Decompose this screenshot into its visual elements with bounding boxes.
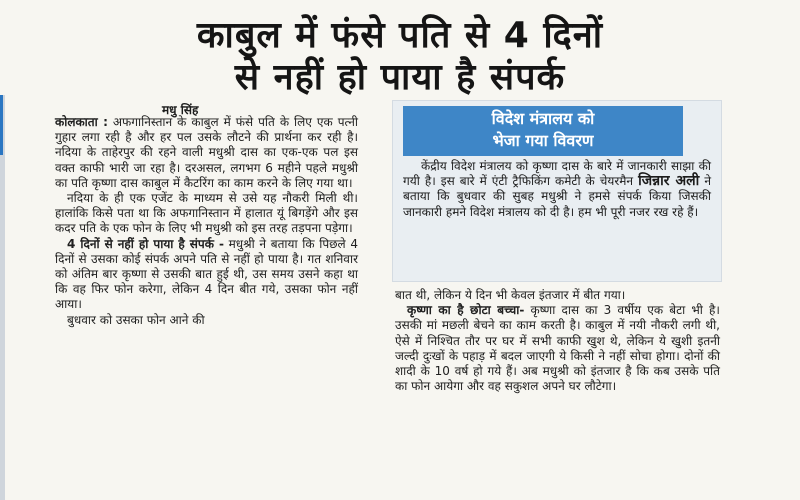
byline: मधु सिंह xyxy=(162,103,199,117)
paragraph-wednesday: बुधवार को उसका फोन आने की xyxy=(67,312,205,327)
sidebar-paragraph xyxy=(403,159,711,220)
sidebar-title-line-1: विदेश मंत्रालय को xyxy=(491,109,595,128)
paragraph-child-text: कृष्णा दास का 3 वर्षीय एक बेटा भी है। उसकी मां मछली बेचने का काम करती है। काबुल में नयी नौकरी लगी थी, ऐसे में निश्चित तौर पर घर में सभी काफी खुश थे, लेकिन ये खुशी इतनी जल्दी दुःखों के पहाड़ में बदल जाएगी ये किसी ने नहीं सोचा होगा। दोनों की शादी के 10 वर्ष हो गये हैं। अब मधुश्री को इंतजार है कि कब उसके पति का फोन आयेगा और वह सकुशल अपने घर लौटेगा। xyxy=(395,303,720,394)
headline-line-2: से नहीं हो पाया है संपर्क xyxy=(234,57,566,98)
article-column-left xyxy=(55,115,358,328)
paragraph-agent: नदिया के ही एक एजेंट के माध्यम से उसे यह नौकरी मिली थी। हालांकि किसे पता था कि अफगानिस्तान में हालात यूं बिगड़ेंगे और इस कदर पति के एक फोन के लिए भी मधुश्री को इस तरह तड़पना पड़ेगा। xyxy=(55,191,358,236)
sidebar-box xyxy=(392,100,722,282)
sidebar-text-after: ने बताया कि बुधवार की सुबह मधुश्री ने हमसे संपर्क किया जिसकी जानकारी हमने विदेश मंत्रालय को दी है। हम भी पूरी नजर रख रहे हैं। xyxy=(403,174,711,219)
paragraph-wait: बात थी, लेकिन ये दिन भी केवल इंतजार में बीत गया। xyxy=(395,288,626,302)
left-edge-accent xyxy=(0,95,3,155)
paragraph-intro xyxy=(55,115,358,191)
sidebar-title xyxy=(403,106,683,156)
headline-line-1: काबुल में फंसे पति से 4 दिनों xyxy=(196,15,604,56)
sidebar-title-line-2: भेजा गया विवरण xyxy=(492,131,594,150)
paragraph-child xyxy=(395,303,720,394)
sidebar-body xyxy=(403,159,711,220)
left-edge-bar xyxy=(0,95,5,500)
paragraph-intro-text: अफगानिस्तान के काबुल में फंसे पति के लिए एक पत्नी गुहार लगा रही है और हर पल उसके लौटने की प्रार्थना कर रही है। नदिया के ताहेरपुर की रहने वाली मधुश्री दास का एक-एक पल इस वक्त काफी भारी जा रहा है। दरअसल, लगभग 6 महीने पहले मधुश्री का पति कृष्णा दास काबुल में कैटरिंग का काम करने के लिए गया था। xyxy=(55,115,358,190)
dateline: कोलकाता : xyxy=(55,115,108,129)
sub-heading-contact: 4 दिनों से नहीं हो पाया है संपर्क - xyxy=(67,236,224,251)
sidebar-person-name: जिन्नार अली xyxy=(638,173,700,190)
paragraph-contact xyxy=(55,237,358,313)
sidebar-text-before: केंद्रीय विदेश मंत्रालय को कृष्णा दास के बारे में जानकारी साझा की गयी है। इस बारे में एंटी ट्रैफिकिंग कमेटी के चेयरमैन xyxy=(403,159,711,189)
sub-heading-child: कृष्णा का है छोटा बच्चा- xyxy=(407,303,525,318)
article-column-right xyxy=(395,288,720,394)
paragraph-contact-text: मधुश्री ने बताया कि पिछले 4 दिनों से उसका कोई संपर्क अपने पति से नहीं हो पाया है। गत शनिवार को अंतिम बार कृष्णा से उसकी बात हुई थी, उस समय उसने कहा था कि वह फिर फोन करेगा, लेकिन 4 दिन बीत गये, उसका फोन नहीं आया। xyxy=(55,236,358,312)
